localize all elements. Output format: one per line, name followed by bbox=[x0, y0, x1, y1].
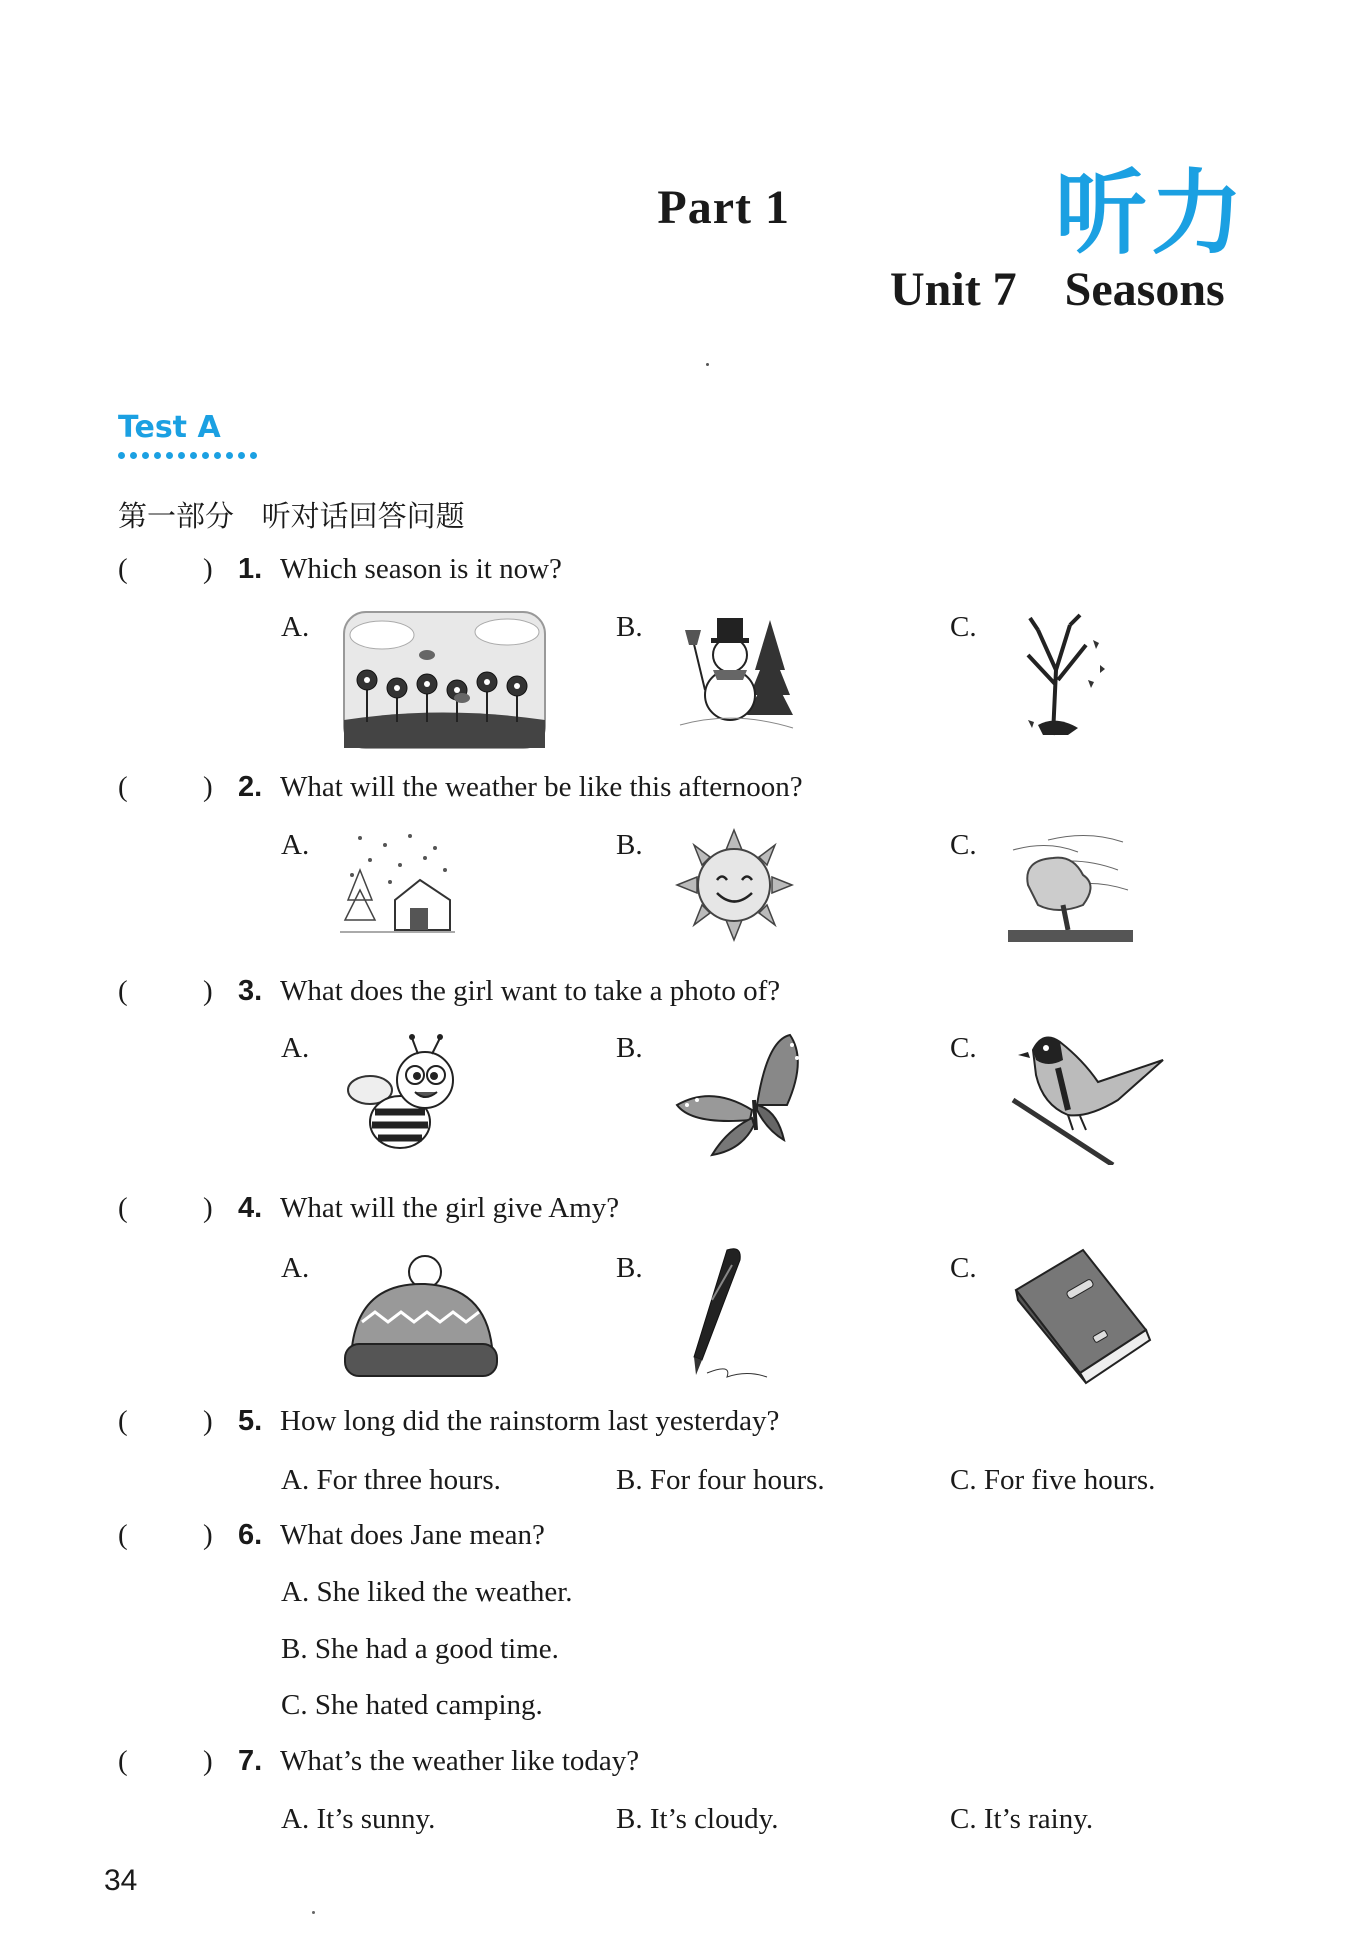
question-text: What does Jane mean? bbox=[280, 1519, 545, 1551]
question-7 bbox=[118, 1745, 1218, 1785]
windy-weather-image[interactable] bbox=[1008, 830, 1133, 945]
option-a[interactable]: A. It’s sunny. bbox=[281, 1803, 436, 1835]
option-c-label: C. bbox=[950, 1032, 977, 1064]
option-b[interactable]: B. It’s cloudy. bbox=[616, 1803, 779, 1835]
answer-paren-open[interactable]: ( bbox=[118, 1405, 128, 1437]
bee-image[interactable] bbox=[340, 1030, 475, 1155]
answer-paren-close[interactable]: ) bbox=[203, 1519, 213, 1551]
option-a-label: A. bbox=[281, 829, 310, 861]
option-c-label: C. bbox=[950, 829, 977, 861]
option-b-label: B. bbox=[616, 611, 643, 643]
answer-paren-close[interactable]: ) bbox=[203, 1405, 213, 1437]
question-number: 1. bbox=[238, 553, 263, 585]
question-text: How long did the rainstorm last yesterday? bbox=[280, 1405, 780, 1437]
answer-paren-open[interactable]: ( bbox=[118, 1745, 128, 1777]
question-number: 2. bbox=[238, 771, 263, 803]
autumn-tree-image[interactable] bbox=[1008, 610, 1118, 745]
section-title: 第一部分 听对话回答问题 bbox=[118, 499, 465, 533]
question-number: 7. bbox=[238, 1745, 263, 1777]
bird-image[interactable] bbox=[1008, 1030, 1168, 1165]
answer-paren-close[interactable]: ) bbox=[203, 975, 213, 1007]
option-a-label: A. bbox=[281, 611, 310, 643]
unit-title: Unit 7 Seasons bbox=[890, 263, 1225, 316]
answer-paren-open[interactable]: ( bbox=[118, 975, 128, 1007]
test-label: Test A bbox=[118, 410, 221, 445]
question-1 bbox=[118, 553, 1218, 593]
answer-paren-open[interactable]: ( bbox=[118, 771, 128, 803]
question-4 bbox=[118, 1192, 1218, 1232]
answer-paren-close[interactable]: ) bbox=[203, 1745, 213, 1777]
option-c-label: C. bbox=[950, 1252, 977, 1284]
question-number: 5. bbox=[238, 1405, 263, 1437]
answer-paren-open[interactable]: ( bbox=[118, 553, 128, 585]
butterfly-image[interactable] bbox=[672, 1030, 817, 1165]
option-c[interactable]: C. It’s rainy. bbox=[950, 1803, 1094, 1835]
book-image[interactable] bbox=[1008, 1245, 1158, 1385]
question-text: Which season is it now? bbox=[280, 553, 562, 585]
part-label: Part 1 bbox=[657, 181, 790, 234]
question-text: What will the weather be like this afternoon? bbox=[280, 771, 803, 803]
option-a-label: A. bbox=[281, 1252, 310, 1284]
answer-paren-open[interactable]: ( bbox=[118, 1192, 128, 1224]
question-3 bbox=[118, 975, 1218, 1015]
option-c-label: C. bbox=[950, 611, 977, 643]
part-title-chinese: 听力 bbox=[1055, 160, 1248, 267]
winter-hat-image[interactable] bbox=[340, 1252, 500, 1382]
option-c[interactable]: C. She hated camping. bbox=[281, 1689, 543, 1721]
snowy-weather-image[interactable] bbox=[340, 830, 455, 940]
question-number: 6. bbox=[238, 1519, 263, 1551]
question-text: What’s the weather like today? bbox=[280, 1745, 640, 1777]
question-6 bbox=[118, 1519, 1218, 1559]
option-c[interactable]: C. For five hours. bbox=[950, 1464, 1156, 1496]
print-speck bbox=[312, 1911, 315, 1914]
option-b-label: B. bbox=[616, 1252, 643, 1284]
option-a[interactable]: A. She liked the weather. bbox=[281, 1576, 573, 1608]
spring-flowers-image[interactable] bbox=[342, 610, 547, 750]
question-number: 3. bbox=[238, 975, 263, 1007]
option-b[interactable]: B. She had a good time. bbox=[281, 1633, 559, 1665]
question-5 bbox=[118, 1405, 1218, 1445]
page-number: 34 bbox=[104, 1864, 138, 1897]
print-speck bbox=[706, 363, 709, 366]
test-label-dotted-underline bbox=[118, 452, 257, 459]
option-b[interactable]: B. For four hours. bbox=[616, 1464, 825, 1496]
question-2 bbox=[118, 771, 1218, 811]
answer-paren-close[interactable]: ) bbox=[203, 1192, 213, 1224]
option-a[interactable]: A. For three hours. bbox=[281, 1464, 501, 1496]
answer-paren-close[interactable]: ) bbox=[203, 553, 213, 585]
answer-paren-open[interactable]: ( bbox=[118, 1519, 128, 1551]
answer-paren-close[interactable]: ) bbox=[203, 771, 213, 803]
snowman-image[interactable] bbox=[675, 610, 795, 735]
option-b-label: B. bbox=[616, 829, 643, 861]
question-text: What does the girl want to take a photo of? bbox=[280, 975, 781, 1007]
question-number: 4. bbox=[238, 1192, 263, 1224]
option-b-label: B. bbox=[616, 1032, 643, 1064]
option-a-label: A. bbox=[281, 1032, 310, 1064]
sunny-weather-image[interactable] bbox=[672, 825, 797, 945]
pen-image[interactable] bbox=[672, 1245, 772, 1385]
question-text: What will the girl give Amy? bbox=[280, 1192, 620, 1224]
